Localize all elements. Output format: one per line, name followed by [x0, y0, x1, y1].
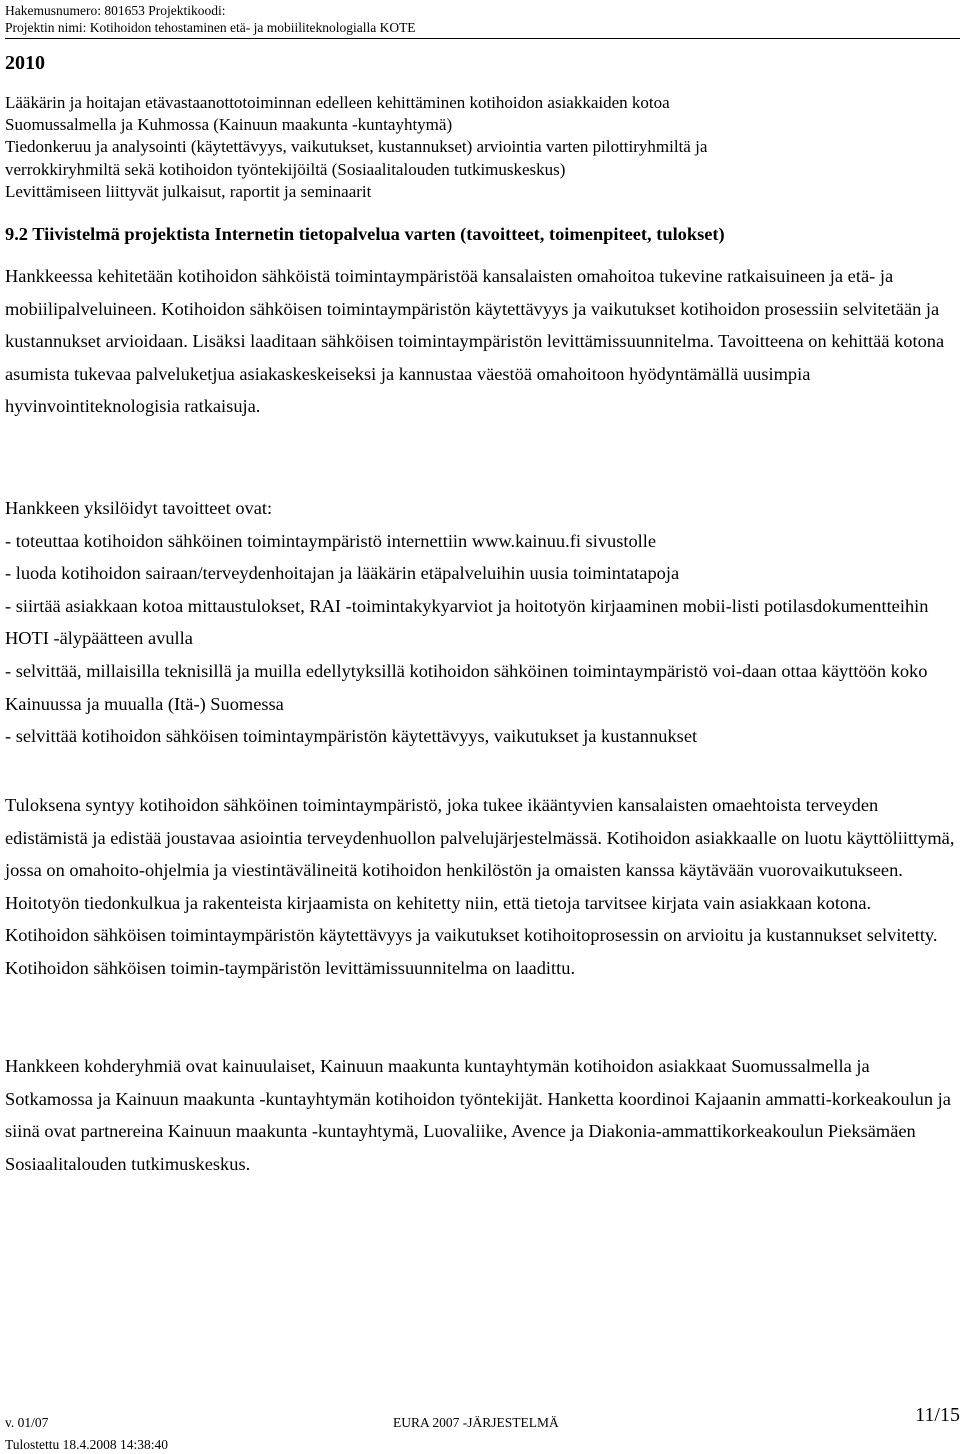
year-heading: 2010 — [5, 52, 45, 74]
goal-item: - selvittää, millaisilla teknisillä ja muilla edellytyksillä kotihoidon sähköinen toimintaympäristö voi-daan ottaa käyttöön koko Kainuussa ja muualla (Itä-) Suomessa — [5, 660, 928, 714]
document-header — [5, 2, 416, 36]
header-divider — [5, 38, 960, 39]
activity-line: Suomussalmella ja Kuhmossa (Kainuun maakunta -kuntayhtymä) — [5, 115, 453, 135]
summary-paragraph: Hankkeessa kehitetään kotihoidon sähköistä toimintaympäristöä kansalaisten omahoitoa tukevine ratkaisuineen ja etä- ja mobiilipalveluineen. Kotihoidon sähköisen toimintaympäristön käytettävyys ja vaikutukset kotihoidon prosessiin selvitetään ja kustannukset arvioidaan. Lisäksi laaditaan sähköisen toimintaympäristön levittämissuunnitelma. Tavoitteena on kehittää kotona asumista tukevaa palveluketjua asiakaskeskeiseksi ja kannustaa väestöä omahoitoon hyödyntämällä uusimpia hyvinvointiteknologisia ratkaisuja. — [5, 266, 945, 417]
results-paragraph: Tuloksena syntyy kotihoidon sähköinen toimintaympäristö, joka tukee ikääntyvien kansalaisten omaehtoista terveyden edistämistä ja edistää joustavaa asiointia terveydenhuollon palvelujärjestelmässä. Kotihoidon asiakkaalle on luotu käyttöliittymä, jossa on omahoito-ohjelmia ja viestintävälineitä kotihoidon henkilöstön ja omaisten kanssa käytävään vuorovaikutukseen. Hoitotyön tiedonkulkua ja rakenteista kirjaamista on kehitetty niin, että tietoja tarvitsee kirjata vain asiakkaan kotona. Kotihoidon sähköisen toimintaympäristön käytettävyys ja vaikutukset kotihoitoprosessin on arvioitu ja kustannukset selvitetty. Kotihoidon sähköisen toimin-taympäristön levittämissuunnitelma on laadittu. — [5, 795, 955, 978]
goal-item: - luoda kotihoidon sairaan/terveydenhoitajan ja lääkärin etäpalveluihin uusia toimintatapoja — [5, 563, 680, 584]
goal-item: - siirtää asiakkaan kotoa mittaustulokset, RAI -toimintakykyarviot ja hoitotyön kirjaaminen mobii-listi potilasdokumentteihin HOTI -älypäätteen avulla — [5, 595, 929, 649]
goal-item: - selvittää kotihoidon sähköisen toimintaympäristön käytettävyys, vaikutukset ja kustannukset — [5, 726, 698, 747]
goals-title: Hankkeen yksilöidyt tavoitteet ovat: — [5, 498, 273, 518]
footer-system: EURA 2007 -JÄRJESTELMÄ — [393, 1415, 559, 1430]
activity-line: Lääkärin ja hoitajan etävastaanottotoiminnan edelleen kehittäminen kotihoidon asiakkaiden kotoa — [5, 93, 670, 112]
page-number: 11/15 — [915, 1404, 960, 1426]
section-title: 9.2 Tiivistelmä projektista Internetin tietopalvelua varten (tavoitteet, toimenpiteet, tulokset) — [5, 224, 725, 244]
activity-line: verrokkiryhmiltä sekä kotihoidon työntekijöiltä (Sosiaalitalouden tutkimuskeskus) — [5, 159, 566, 179]
activity-line: Levittämiseen liittyvät julkaisut, raportit ja seminaarit — [5, 181, 372, 201]
footer-version: v. 01/07 — [5, 1415, 49, 1430]
goal-item: - toteuttaa kotihoidon sähköinen toimintaympäristö internettiin www.kainuu.fi sivustolle — [5, 530, 657, 551]
activity-list — [5, 92, 707, 203]
project-name: Projektin nimi: Kotihoidon tehostaminen etä- ja mobiiliteknologialla KOTE — [5, 20, 416, 35]
target-groups-paragraph: Hankkeen kohderyhmiä ovat kainuulaiset, Kainuun maakunta kuntayhtymän kotihoidon asiakkaat Suomussalmella ja Sotkamossa ja Kainuun maakunta -kuntayhtymän kotihoidon työntekijät. Hanketta koordinoi Kajaanin ammatti-korkeakoulun ja siinä ovat partnereina Kainuun maakunta -kuntayhtymä, Luovaliike, Avence ja Diakonia-ammattikorkeakoulun Pieksämäen Sosiaalitalouden tutkimuskeskus. — [5, 1056, 951, 1174]
footer-printed: Tulostettu 18.4.2008 14:38:40 — [5, 1437, 169, 1452]
goals-list — [5, 525, 955, 753]
activity-line: Tiedonkeruu ja analysointi (käytettävyys, vaikutukset, kustannukset) arviointia varten pilottiryhmiltä ja — [5, 137, 708, 157]
application-number: Hakemusnumero: 801653 Projektikoodi: — [5, 3, 226, 18]
goals-section — [5, 492, 955, 753]
